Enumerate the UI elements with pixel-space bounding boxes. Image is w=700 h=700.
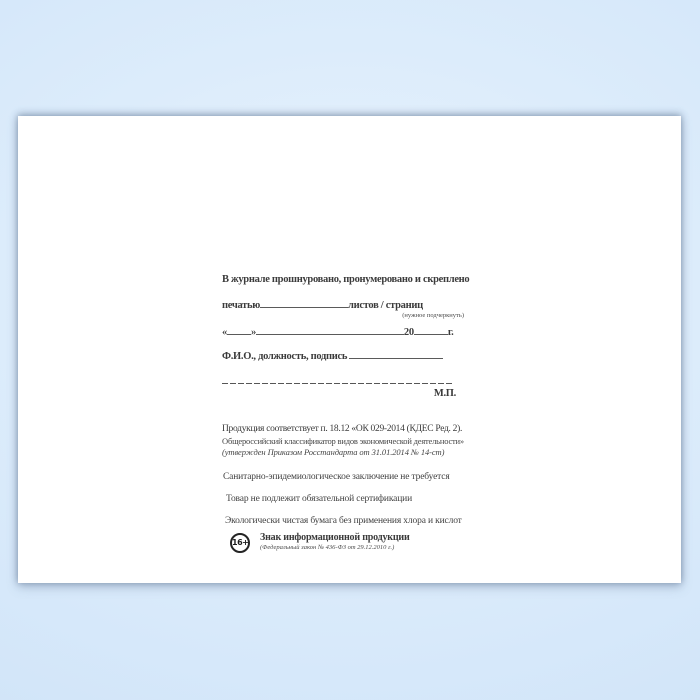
page-text-block [222,273,470,553]
signature-line [222,349,466,363]
year-suffix: г. [447,327,454,338]
sealed-label: печатью [222,300,260,311]
signature-rule-blank [222,372,454,384]
day-blank [227,325,251,335]
year-blank [414,325,448,335]
quote-close: » [250,327,256,338]
note-eco-paper: Экологически чистая бумага без применения хлора и кислот [225,515,462,526]
compliance-line-2: Общероссийский классификатор видов экономической деятельности» [222,435,464,446]
compliance-line-3: (утвержден Приказом Росстандарта от 31.01.2014 № 14-ст) [222,447,445,457]
seal-sheets-line [222,298,466,312]
note-sanitary: Санитарно-эпидемиологическое заключение не требуется [223,471,450,482]
compliance-line-1: Продукция соответствует п. 18.12 «ОК 029-2014 (КДЕС Ред. 2). [222,424,463,434]
lacing-statement-line: В журнале прошнуровано, пронумеровано и скреплено [222,274,470,285]
age-mark-law-reference: (Федеральный закон № 436-ФЗ от 29.12.2010 г.) [260,543,395,551]
seal-place-abbr: М.П. [433,388,456,399]
age-mark-row [222,532,466,553]
signature-label: Ф.И.О., должность, подпись [222,351,348,362]
quote-open: « [222,327,227,338]
compliance-block [222,424,466,459]
sheets-count-blank [260,298,348,308]
year-prefix: 20 [403,327,414,338]
sheets-pages-label: листов / страниц [347,300,423,311]
age-16plus-badge-icon: 16+ [230,533,250,553]
date-line [222,325,466,339]
journal-back-page [18,116,681,583]
signature-blank [349,349,443,359]
underline-instruction: (нужное подчеркнуть) [402,312,464,319]
age-mark-label: Знак информационной продукции [260,531,410,543]
note-certification: Товар не подлежит обязательной сертификации [226,493,413,504]
age-mark-text [260,532,410,552]
month-blank [256,325,404,335]
